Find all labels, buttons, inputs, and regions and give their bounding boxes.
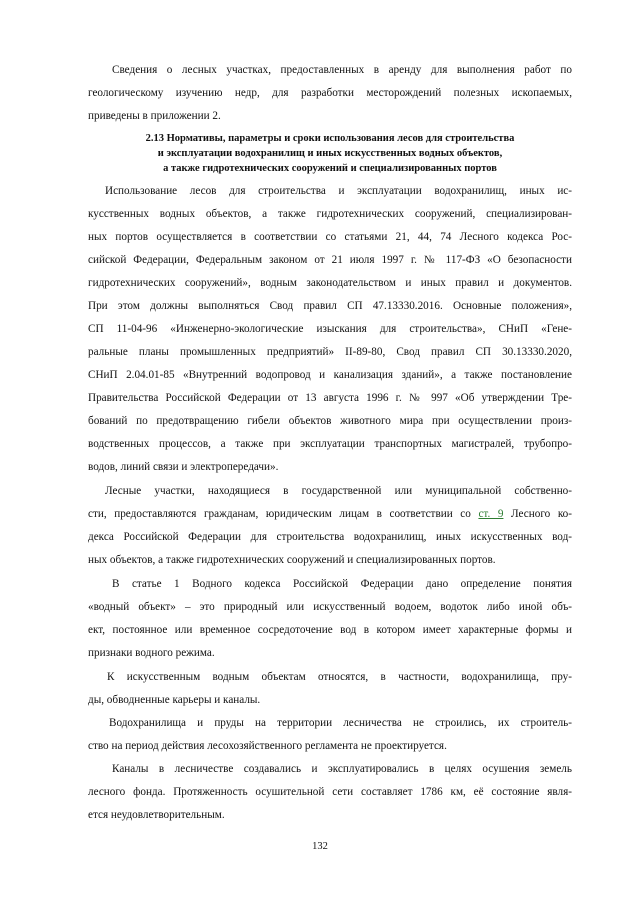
text-segment: Лесного ко- (503, 508, 572, 520)
text-line: сийской Федерации, Федеральным законом от 21 июля 1997 г. № 117-ФЗ «О безопасности (88, 254, 572, 266)
text-line: Правительства Российской Федерации от 13 августа 1996 г. № 997 «Об утверждении Тре- (88, 392, 572, 404)
page-number: 132 (312, 841, 328, 852)
text-line: Сведения о лесных участках, предоставленных в аренду для выполнения работ по (112, 64, 572, 76)
text-line: признаки водного режима. (88, 647, 215, 659)
heading-line: и эксплуатации водохранилищ и иных искусственных водных объектов, (157, 148, 503, 159)
text-line: геологическому изучению недр, для разработки месторождений полезных ископаемых, (88, 87, 572, 99)
text-line: приведены в приложении 2. (88, 110, 221, 122)
heading-line: 2.13 Нормативы, параметры и сроки использования лесов для строительства (145, 133, 515, 144)
text-line: ных объектов, а также гидротехнических сооружений и специализированных портов. (88, 554, 496, 566)
text-line: ект, постоянное или временное сосредоточение вод в котором имеет характерные формы и (88, 624, 572, 636)
text-line: Водохранилища и пруды на территории лесничества не строились, их строитель- (109, 717, 572, 729)
text-line: К искусственным водным объектам относятся, в частности, водохранилища, пру- (107, 671, 572, 683)
text-line: «водный объект» – это природный или искусственный водоем, водоток либо иной объ- (88, 601, 572, 613)
text-line: декса Российской Федерации для строительства водохранилищ, иных искусственных вод- (88, 531, 572, 543)
text-line: кусственных водных объектов, а также гидротехнических сооружений, специализирован- (88, 208, 572, 220)
text-line: бований по предотвращению гибели объектов животного мира при осуществлении произ- (88, 415, 572, 427)
article-9-link[interactable]: ст. 9 (478, 508, 504, 520)
text-line: Каналы в лесничестве создавались и эксплуатировались в целях осушения земель (112, 763, 572, 775)
text-line: СП 11-04-96 «Инженерно-экологические изыскания для строительства», СНиП «Гене- (88, 323, 572, 335)
text-segment: сти, предоставляются гражданам, юридическим лицам в соответствии со (88, 508, 479, 520)
heading-line: а также гидротехнических сооружений и специализированных портов (163, 163, 497, 174)
text-line: ется неудовлетворительным. (88, 809, 225, 821)
text-line: лесного фонда. Протяженность осушительной сети составляет 1786 км, её состояние явля- (88, 786, 572, 798)
text-line: водственных процессов, а также при эксплуатации транспортных магистралей, трубопро- (88, 438, 572, 450)
text-line: ральные планы промышленных предприятий» II-89-80, Свод правил СП 30.13330.2020, (88, 346, 572, 358)
text-line: ство на период действия лесохозяйственного регламента не проектируется. (88, 740, 447, 752)
text-line (88, 503, 572, 526)
text-line: Лесные участки, находящиеся в государственной или муниципальной собственно- (105, 485, 572, 497)
text-line: гидротехнических сооружений», водным законодательством и иных правил и документов. (88, 277, 572, 289)
text-line: При этом должны выполняться Свод правил СП 47.13330.2016. Основные положения», (88, 300, 572, 312)
text-line: водов, линий связи и электропередачи». (88, 461, 279, 473)
text-line: В статье 1 Водного кодекса Российской Федерации дано определение понятия (112, 578, 572, 590)
text-line: ных портов осуществляется в соответствии со статьями 21, 44, 74 Лесного кодекса Рос- (88, 231, 572, 243)
text-line: Использование лесов для строительства и эксплуатации водохранилищ, иных ис- (105, 185, 572, 197)
text-line: СНиП 2.04.01-85 «Внутренний водопровод и канализация зданий», а также постановление (88, 369, 572, 381)
text-line: ды, обводненные карьеры и каналы. (88, 694, 261, 706)
